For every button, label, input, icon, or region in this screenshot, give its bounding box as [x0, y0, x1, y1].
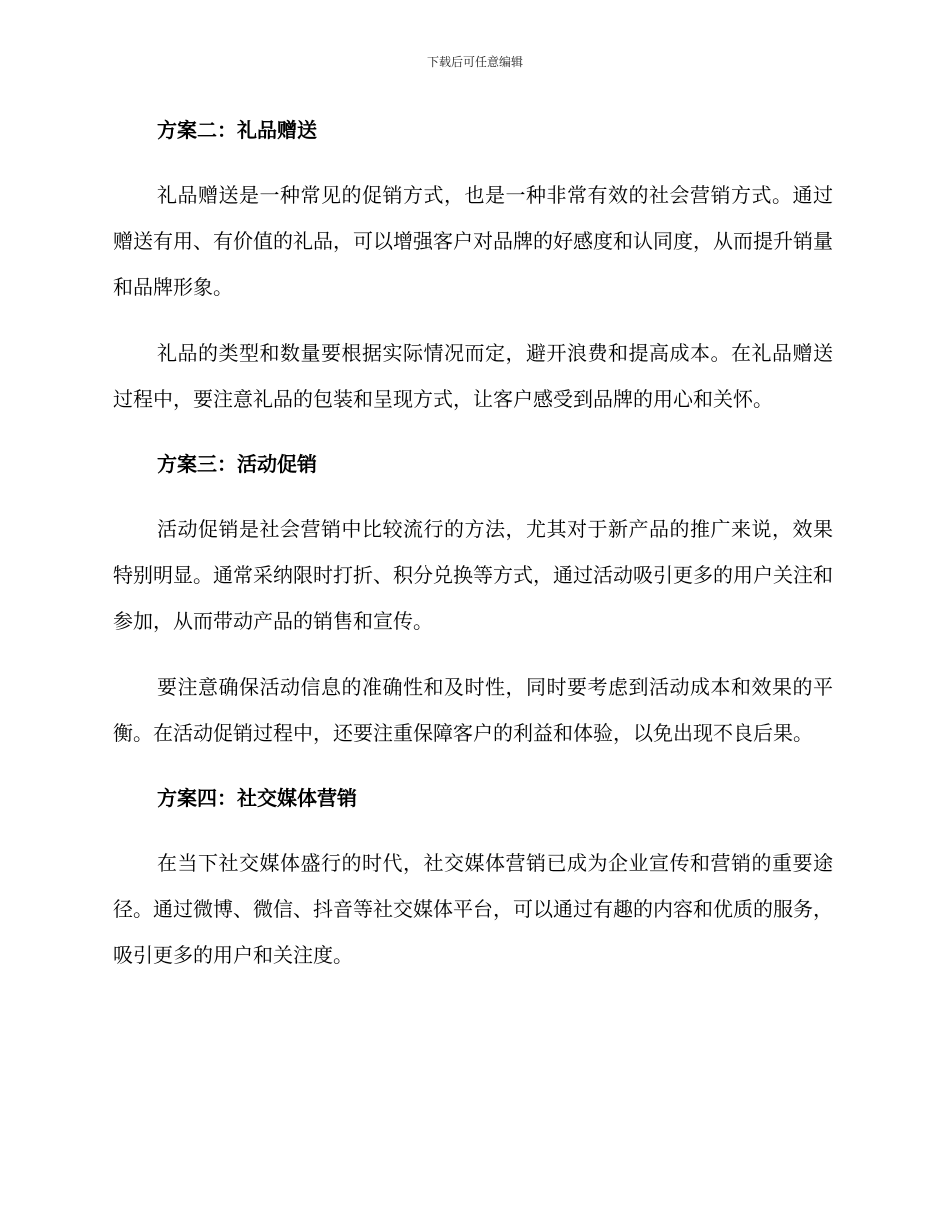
- section-plan-4: [113, 776, 833, 978]
- section-plan-3: [113, 442, 833, 756]
- paragraph: 活动促销是社会营销中比较流行的方法，尤其对于新产品的推广来说，效果特别明显。通常采纳限时打折、积分兑换等方式，通过活动吸引更多的用户关注和参加，从而带动产品的销售和宣传。: [113, 517, 833, 633]
- paragraph: 要注意确保活动信息的准确性和及时性，同时要考虑到活动成本和效果的平衡。在活动促销过程中，还要注重保障客户的利益和体验，以免出现不良后果。: [113, 675, 833, 745]
- section-plan-2: [113, 108, 833, 422]
- section-heading: 方案二：礼品赠送: [157, 118, 317, 142]
- paragraph: 礼品赠送是一种常见的促销方式，也是一种非常有效的社会营销方式。通过赠送有用、有价值的礼品，可以增强客户对品牌的好感度和认同度，从而提升销量和品牌形象。: [113, 183, 833, 299]
- section-heading: 方案四：社交媒体营销: [157, 786, 357, 810]
- section-heading: 方案三：活动促销: [157, 452, 317, 476]
- paragraph: 在当下社交媒体盛行的时代，社交媒体营销已成为企业宣传和营销的重要途径。通过微博、微信、抖音等社交媒体平台，可以通过有趣的内容和优质的服务，吸引更多的用户和关注度。: [113, 851, 833, 967]
- document-body: [113, 108, 833, 998]
- paragraph: 礼品的类型和数量要根据实际情况而定，避开浪费和提高成本。在礼品赠送过程中，要注意礼品的包装和呈现方式，让客户感受到品牌的用心和关怀。: [113, 341, 833, 411]
- page-header-note: 下载后可任意编辑: [426, 55, 523, 69]
